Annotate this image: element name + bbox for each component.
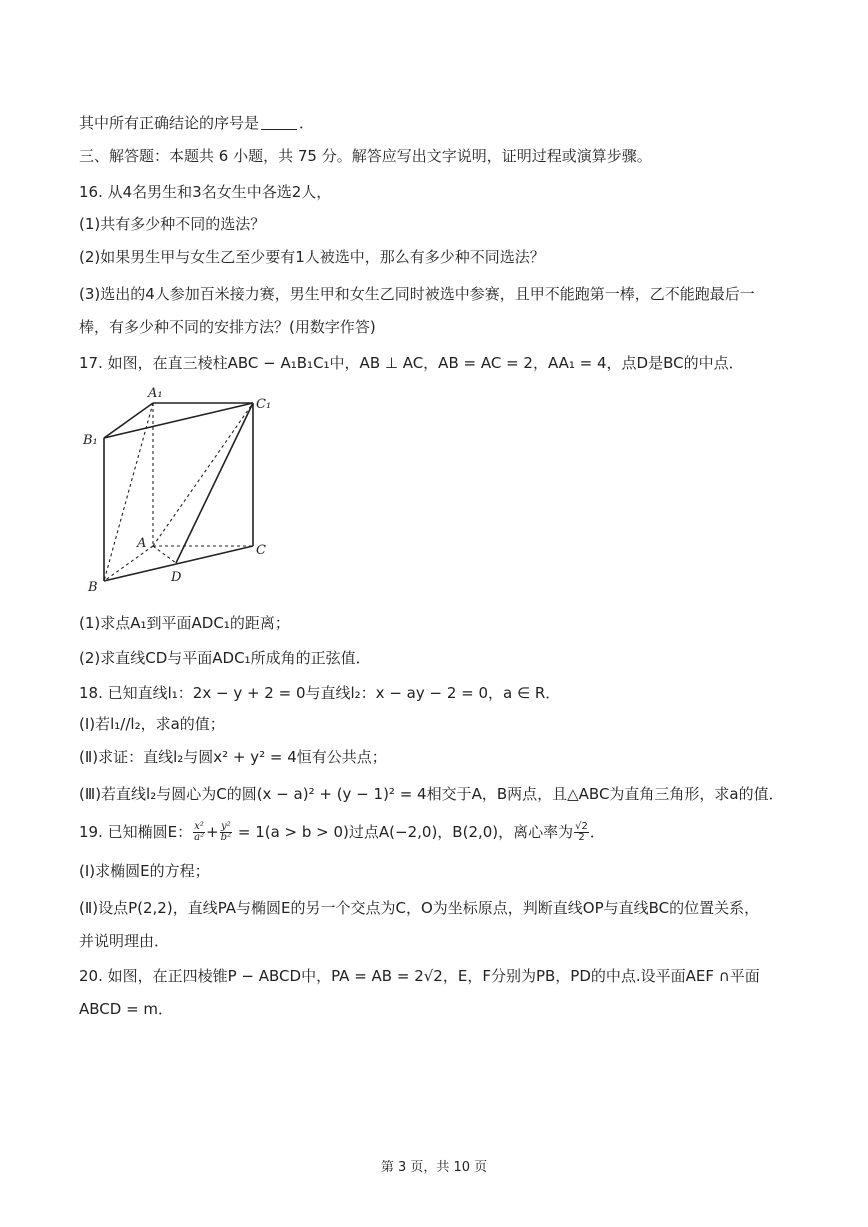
q16-part1: (1)共有多少种不同的选法？ — [79, 215, 266, 233]
intro-text: 其中所有正确结论的序号是 — [79, 114, 260, 132]
q16-part3-line2: 棒，有多少种不同的安排方法？(用数字作答) — [79, 318, 376, 336]
q17-part2: (2)求直线CD与平面ADC₁所成角的正弦值． — [79, 649, 371, 667]
label-d: D — [171, 570, 182, 585]
fraction-x2-a2: $\frac{\text{x²}}{\text{a²}}$ — [194, 821, 205, 843]
plus-sign: + — [206, 823, 219, 841]
label-a1: A₁ — [148, 386, 163, 401]
label-c: C — [256, 543, 266, 558]
fraction-eccentricity: $\frac{√2}{2}$ — [575, 821, 588, 843]
q19-part2-line2: 并说明理由． — [79, 932, 170, 950]
q19-stem — [79, 817, 605, 847]
q16-part2: (2)如果男生甲与女生乙至少要有1人被选中，那么有多少种不同选法？ — [79, 248, 545, 266]
edge-b1-c1 — [104, 403, 253, 438]
edge-a-c1 — [153, 403, 253, 546]
q16-stem: 16. 从4名男生和3名女生中各选2人， — [79, 183, 332, 201]
page-footer: 第 3 页，共 10 页 — [380, 1160, 488, 1175]
q19-part2-line1: (Ⅱ)设点P(2,2)，直线PA与椭圆E的另一个交点为C，O为坐标原点，判断直线OP与直线BC的位置关系， — [79, 899, 760, 917]
q19-stem-c: ． — [589, 823, 605, 841]
label-b: B — [88, 580, 98, 595]
edge-a1-b — [104, 403, 153, 581]
answer-blank[interactable] — [261, 115, 297, 130]
edge-a-d — [153, 546, 176, 563]
label-c1: C₁ — [256, 397, 272, 412]
q19-stem-a: 19. 已知椭圆E： — [79, 823, 193, 841]
q18-part1: (Ⅰ)若l₁//l₂，求a的值； — [79, 715, 225, 733]
q17-part1: (1)求点A₁到平面ADC₁的距离； — [79, 614, 290, 632]
intro-line: 其中所有正确结论的序号是 ． — [79, 114, 315, 132]
q20-line2: ABCD = m． — [79, 1000, 174, 1018]
edge-c1-d — [176, 403, 253, 563]
q18-part2: (Ⅱ)求证：直线l₂与圆x² + y² = 4恒有公共点； — [79, 748, 387, 766]
fraction-y2-b2: $\frac{\text{y²}}{\text{b²}}$ — [220, 821, 232, 843]
q17-stem: 17. 如图，在直三棱柱ABC − A₁B₁C₁中，AB ⊥ AC，AB = AC = 2，AA₁ = 4，点D是BC的中点． — [79, 354, 744, 372]
prism-figure — [80, 382, 280, 596]
q19-stem-b: = 1(a > b > 0)过点A(−2,0)，B(2,0)，离心率为 — [233, 823, 574, 841]
q18-stem: 18. 已知直线l₁：2x − y + 2 = 0与直线l₂：x − ay − 2 = 0，a ∈ R． — [79, 684, 561, 702]
label-b1: B₁ — [83, 433, 98, 448]
q18-part3: (Ⅲ)若直线l₂与圆心为C的圆(x − a)² + (y − 1)² = 4相交于A，B两点，且△ABC为直角三角形，求a的值． — [79, 785, 784, 803]
q20-line1: 20. 如图，在正四棱锥P − ABCD中，PA = AB = 2√2，E，F分别为PB，PD的中点.设平面AEF ∩平面 — [79, 967, 760, 985]
q19-part1: (Ⅰ)求椭圆E的方程； — [79, 862, 210, 880]
section3-header: 三、解答题：本题共 6 小题，共 75 分。解答应写出文字说明，证明过程或演算步骤。 — [79, 147, 652, 165]
q16-part3-line1: (3)选出的4人参加百米接力赛，男生甲和女生乙同时被选中参赛，且甲不能跑第一棒，乙不能跑最后一 — [79, 285, 755, 303]
label-a: A — [137, 536, 147, 551]
